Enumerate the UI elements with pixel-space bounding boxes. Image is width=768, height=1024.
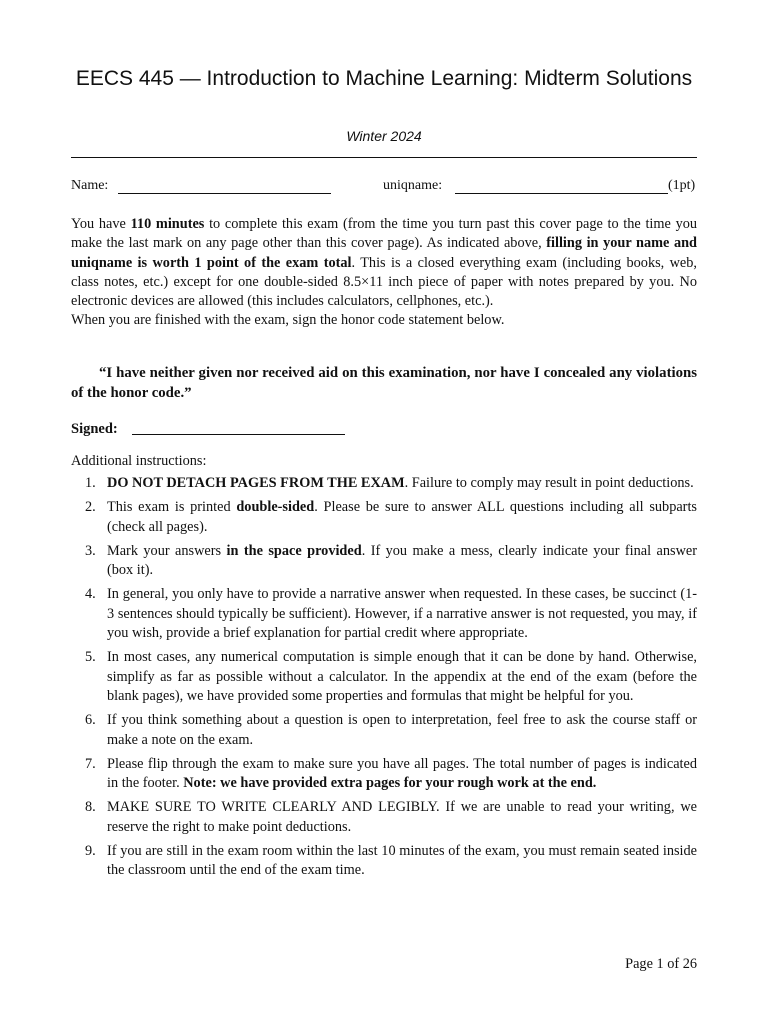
honor-code-statement: “I have neither given nor received aid on this examination, nor have I concealed any violations of the honor code.” xyxy=(71,365,697,401)
name-points-note: filling in your name and uniqname is worth 1 point of the exam total xyxy=(71,235,697,271)
intro-text-segment: . This is a closed everything exam (including books, web, class notes, etc.) except for one double-sided 8.5×11 inch piece of paper with notes prepared by you. No electronic devices are allowed (this includes calculators, cellphones, etc.). xyxy=(71,254,698,310)
list-item-text: . If you make a mess, clearly indicate your final answer (box it). xyxy=(107,542,697,579)
list-item-text: . Failure to comply may result in point deductions. xyxy=(404,475,694,491)
name-label: Name: xyxy=(71,178,109,193)
name-row xyxy=(71,178,697,198)
intro-paragraph xyxy=(71,215,697,311)
list-item-number: 7. xyxy=(85,755,96,772)
list-item-text: . Please be sure to answer ALL questions including all subparts (check all pages). xyxy=(107,499,697,535)
list-item xyxy=(71,474,697,493)
document-subtitle: Winter 2024 xyxy=(346,128,422,144)
list-item xyxy=(71,755,697,794)
list-item-text: Please flip through the exam to make sure you have all pages. The total number of pages is indicated in the footer. xyxy=(107,755,697,792)
list-item-text: In general, you only have to provide a narrative answer when requested. In these cases, be succinct (1-3 sentences should typically be sufficient). However, if a narrative answer is not requested, you may, if you wish, provide a brief explanation for partial credit where appropriate. xyxy=(107,586,697,642)
list-item-text: MAKE SURE TO WRITE CLEARLY AND LEGIBLY. If we are unable to read your writing, we reserve the right to make point deductions. xyxy=(107,799,697,835)
uniqname-field-line[interactable] xyxy=(455,193,668,194)
list-item-number: 5. xyxy=(85,649,96,666)
instructions-list xyxy=(71,474,697,886)
uniqname-points: (1pt) xyxy=(668,178,696,193)
list-item-number: 3. xyxy=(85,542,96,559)
list-item-bold: Note: we have provided extra pages for your rough work at the end. xyxy=(183,775,597,792)
list-item-text: If you think something about a question is open to interpretation, feel free to ask the course staff or make a note on the exam. xyxy=(107,712,697,748)
list-item-number: 1. xyxy=(85,475,96,491)
list-item-text: In most cases, any numerical computation is simple enough that it can be done by hand. Otherwise, simplify as far as possible without a calculator. In the appendix at the end of the exam (before the blank pages), we have provided some properties and formulas that might be helpful for you. xyxy=(107,649,697,704)
list-item-bold: DO NOT DETACH PAGES FROM THE EXAM xyxy=(107,475,405,491)
sign-instruction: When you are finished with the exam, sign the honor code statement below. xyxy=(71,312,505,329)
signed-label: Signed: xyxy=(71,421,118,437)
list-item xyxy=(71,711,697,750)
list-item xyxy=(71,842,697,881)
list-item-text: Mark your answers xyxy=(107,542,227,559)
name-field-line[interactable] xyxy=(118,193,331,194)
list-item xyxy=(71,542,697,581)
list-item-bold: in the space provided xyxy=(226,542,362,559)
document-title: EECS 445 — Introduction to Machine Learning: Midterm Solutions xyxy=(75,67,693,90)
page-footer: Page 1 of 26 xyxy=(625,956,697,972)
list-item xyxy=(71,648,697,706)
uniqname-label: uniqname: xyxy=(383,178,443,193)
additional-instructions-label: Additional instructions: xyxy=(71,453,207,469)
header-divider xyxy=(71,157,697,158)
list-item-text: If you are still in the exam room within the last 10 minutes of the exam, you must remain seated inside the classroom until the end of the exam time. xyxy=(107,843,697,879)
list-item-bold: double-sided xyxy=(236,499,315,516)
list-item-number: 9. xyxy=(85,843,96,860)
list-item xyxy=(71,798,697,837)
list-item-number: 8. xyxy=(85,799,96,816)
list-item-number: 6. xyxy=(85,712,96,729)
exam-duration: 110 minutes xyxy=(130,216,205,232)
list-item-text: This exam is printed xyxy=(107,499,237,516)
signature-field-line[interactable] xyxy=(132,434,345,435)
list-item xyxy=(71,585,697,643)
intro-text-segment: to complete this exam (from the time you turn past this cover page to the time you make the last mark on any page other than this cover page). As indicated above, xyxy=(71,216,698,252)
list-item-number: 4. xyxy=(85,586,96,603)
list-item-number: 2. xyxy=(85,499,96,516)
intro-text-segment: You have xyxy=(71,216,131,232)
intro-text xyxy=(71,215,697,331)
list-item xyxy=(71,498,697,537)
